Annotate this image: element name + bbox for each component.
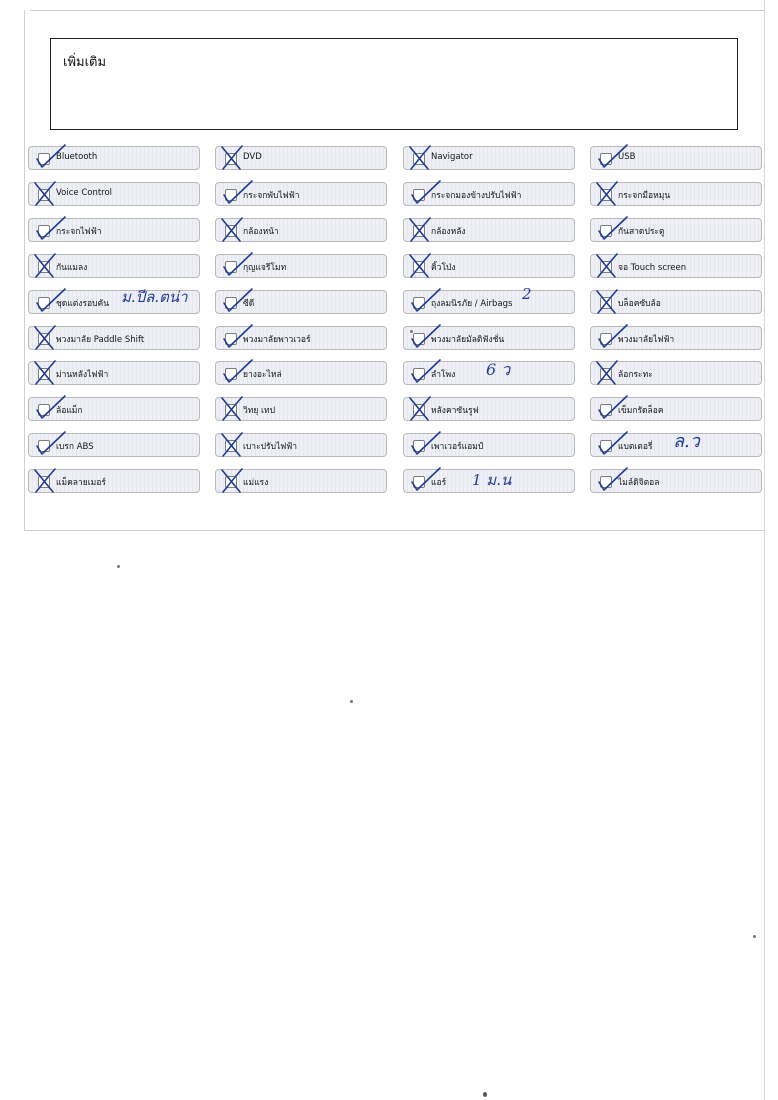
option-item[interactable] [590, 397, 762, 421]
option-item[interactable] [28, 290, 200, 314]
option-checkbox[interactable] [413, 297, 425, 309]
option-item[interactable] [403, 433, 575, 457]
option-item[interactable] [403, 254, 575, 278]
option-label: หลังคาซันรูฟ [431, 406, 479, 416]
option-label: เบาะปรับไฟฟ้า [243, 442, 298, 452]
option-label: เข็มกรัดล็อค [618, 406, 664, 416]
option-label: กันสาดประตู [618, 227, 665, 237]
option-item[interactable] [28, 469, 200, 493]
option-item[interactable] [215, 433, 387, 457]
option-checkbox[interactable] [38, 404, 50, 416]
option-label: Navigator [431, 152, 473, 162]
option-item[interactable] [590, 433, 762, 457]
option-checkbox[interactable] [225, 368, 237, 380]
option-item[interactable] [403, 397, 575, 421]
option-checkbox[interactable] [225, 189, 237, 201]
option-label: พวงมาลัยมัลติฟังชั่น [431, 335, 505, 345]
option-item[interactable] [28, 397, 200, 421]
option-checkbox[interactable] [225, 440, 237, 452]
option-item[interactable] [28, 361, 200, 385]
option-label: กล้องหลัง [431, 227, 466, 237]
scan-speck [410, 330, 413, 333]
option-label: ซีดี [243, 299, 255, 309]
option-item[interactable] [590, 290, 762, 314]
option-label: คิ้วโป่ง [431, 263, 456, 273]
option-checkbox[interactable] [600, 261, 612, 273]
option-checkbox[interactable] [413, 189, 425, 201]
option-checkbox[interactable] [413, 261, 425, 273]
option-label: จอ Touch screen [618, 263, 687, 273]
option-item[interactable] [215, 182, 387, 206]
option-item[interactable] [590, 326, 762, 350]
handwritten-note: 6 ว [486, 360, 511, 379]
option-item[interactable] [403, 146, 575, 170]
option-item[interactable] [215, 361, 387, 385]
option-label: แม่แรง [243, 478, 269, 488]
option-label: ล้อแม็ก [56, 406, 83, 416]
scan-speck [117, 565, 120, 568]
option-checkbox[interactable] [413, 225, 425, 237]
option-item[interactable] [590, 182, 762, 206]
option-label: พวงมาลัย Paddle Shift [56, 335, 145, 345]
handwritten-note: ม.ปีล.ตน่า [121, 288, 188, 306]
option-label: แอร์ [431, 478, 447, 488]
option-label: บล็อคซับล้อ [618, 299, 661, 309]
option-label: ยางอะไหล่ [243, 370, 282, 380]
option-checkbox[interactable] [600, 153, 612, 165]
option-label: ลำโพง [431, 370, 456, 380]
option-checkbox[interactable] [413, 153, 425, 165]
option-item[interactable] [215, 290, 387, 314]
option-label: เพาเวอร์แอมป์ [431, 442, 484, 452]
option-label: วิทยุ เทป [243, 406, 275, 416]
option-item[interactable] [215, 469, 387, 493]
option-checkbox[interactable] [38, 476, 50, 488]
option-checkbox[interactable] [38, 368, 50, 380]
option-item[interactable] [403, 285, 575, 314]
option-label: กระจกไฟฟ้า [56, 227, 102, 237]
option-checkbox[interactable] [600, 440, 612, 452]
option-item[interactable] [28, 254, 200, 278]
option-label: แบตเตอรี่ [618, 442, 653, 452]
option-label: ม่านหลังไฟฟ้า [56, 370, 109, 380]
option-checkbox[interactable] [413, 476, 425, 488]
option-label: กระจกพับไฟฟ้า [243, 191, 300, 201]
option-checkbox[interactable] [225, 297, 237, 309]
option-checkbox[interactable] [225, 476, 237, 488]
option-item[interactable] [403, 469, 575, 493]
option-checkbox[interactable] [600, 189, 612, 201]
option-item[interactable] [215, 326, 387, 350]
option-checkbox[interactable] [225, 153, 237, 165]
option-checkbox[interactable] [38, 189, 50, 201]
option-item[interactable] [28, 433, 200, 457]
option-item[interactable] [590, 146, 762, 170]
option-label: พวงมาลัยไฟฟ้า [618, 335, 675, 345]
handwritten-note: ล.ว [673, 431, 700, 452]
option-item[interactable] [590, 218, 762, 242]
option-label: DVD [243, 152, 262, 162]
option-label: เบรก ABS [56, 442, 94, 452]
option-item[interactable] [590, 469, 762, 493]
option-item[interactable] [28, 182, 200, 206]
option-item[interactable] [590, 254, 762, 278]
option-label: ล้อกระทะ [618, 370, 653, 380]
option-item[interactable] [403, 361, 575, 385]
option-label: กันแมลง [56, 263, 88, 273]
option-checkbox[interactable] [600, 404, 612, 416]
option-label: กระจกมองข้างปรับไฟฟ้า [431, 191, 522, 201]
option-checkbox[interactable] [413, 368, 425, 380]
option-checkbox[interactable] [225, 404, 237, 416]
scan-speck [483, 1092, 487, 1097]
option-checkbox[interactable] [600, 476, 612, 488]
notes-label: เพิ่มเติม [63, 55, 107, 70]
option-item[interactable] [28, 146, 200, 170]
option-checkbox[interactable] [413, 333, 425, 345]
option-checkbox[interactable] [225, 261, 237, 273]
option-item[interactable] [215, 218, 387, 242]
option-checkbox[interactable] [38, 225, 50, 237]
option-label: แม็คลายเมอร์ [56, 478, 106, 488]
option-checkbox[interactable] [600, 297, 612, 309]
option-label: Bluetooth [56, 152, 98, 162]
scan-speck [350, 700, 353, 703]
option-label: กุญแจรีโมท [243, 263, 287, 273]
option-label: ถุงลมนิรภัย / Airbags [431, 299, 513, 309]
option-checkbox[interactable] [38, 333, 50, 345]
handwritten-note: 2 [522, 285, 532, 303]
option-item[interactable] [28, 326, 200, 350]
option-checkbox[interactable] [413, 404, 425, 416]
option-checkbox[interactable] [600, 225, 612, 237]
option-checkbox[interactable] [225, 225, 237, 237]
option-checkbox[interactable] [38, 440, 50, 452]
option-item[interactable] [28, 218, 200, 242]
handwritten-note: 1 ม.น [472, 471, 512, 489]
option-item[interactable] [215, 397, 387, 421]
option-checkbox[interactable] [38, 261, 50, 273]
option-label: ไมล์ดิจิตอล [618, 478, 660, 488]
option-item[interactable] [403, 326, 575, 350]
option-label: USB [618, 152, 636, 162]
option-checkbox[interactable] [38, 153, 50, 165]
option-item[interactable] [590, 361, 762, 385]
option-label: Voice Control [56, 188, 113, 198]
option-checkbox[interactable] [225, 333, 237, 345]
option-label: พวงมาลัยพาวเวอร์ [243, 335, 311, 345]
scan-speck [753, 935, 756, 938]
option-label: กล้องหน้า [243, 227, 279, 237]
option-item[interactable] [215, 146, 387, 170]
option-checkbox[interactable] [600, 368, 612, 380]
option-checkbox[interactable] [600, 333, 612, 345]
option-item[interactable] [215, 254, 387, 278]
option-item[interactable] [403, 182, 575, 206]
option-checkbox[interactable] [38, 297, 50, 309]
option-label: ชุดแต่งรอบคัน [56, 299, 110, 309]
option-label: กระจกมือหมุน [618, 191, 671, 201]
option-checkbox[interactable] [413, 440, 425, 452]
option-item[interactable] [403, 218, 575, 242]
